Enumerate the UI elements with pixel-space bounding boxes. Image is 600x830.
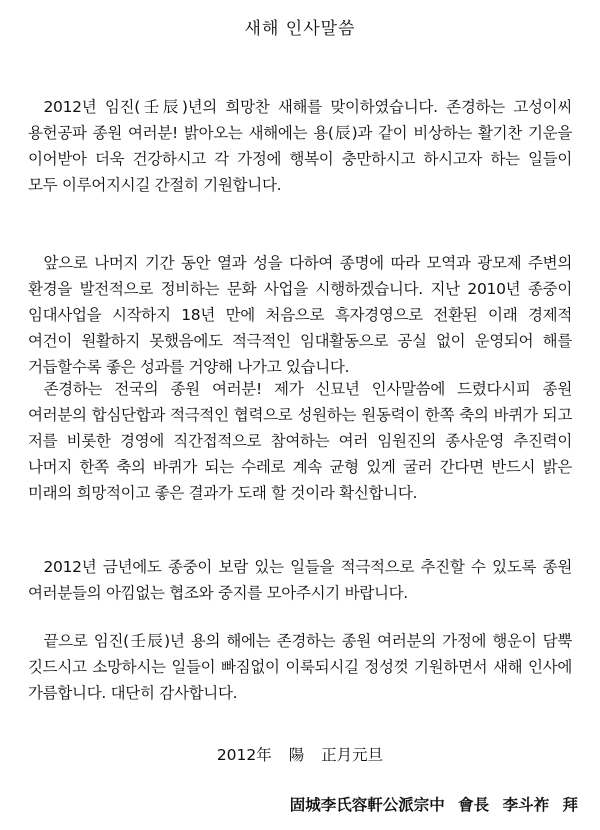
page-title: 새해 인사말씀 [244, 19, 356, 39]
signature-organization: 固城李氏容軒公派宗中 [289, 796, 445, 814]
paragraph-request: 2012년 금년에도 종중이 보람 있는 일들을 적극적으로 추진할 수 있도록 종원 여러분들의 아낌없는 협조와 중지를 모아주시기 바랍니다. [28, 558, 572, 602]
signature-line [282, 793, 578, 815]
date-day: 正月元旦 [321, 746, 384, 764]
letter-date [0, 743, 600, 765]
paragraph-closing: 끝으로 임진(壬辰)년 용의 해에는 존경하는 종원 여러분의 가정에 행운이 담뿍 깃드시고 소망하시는 일들이 빠짐없이 이룩되시길 정성껏 기원하면서 새해 인사에 가름합니다. 대단히 감사합니다. [28, 632, 572, 702]
signature-position: 會長 [458, 796, 490, 814]
paragraph-greeting: 2012년 임진(壬辰)년의 희망찬 새해를 맞이하였습니다. 존경하는 고성이씨 용헌공파 종원 여러분! 밝아오는 새해에는 용(辰)과 같이 비상하는 활기찬 기운을 이어받아 더욱 건강하시고 각 가정에 행복이 충만하시고 하시고자 하는 일들이 모두 이루어지시길 간절히 기원합니다. [28, 98, 572, 194]
date-calendar: 陽 [288, 746, 305, 764]
paragraph-cooperation: 존경하는 전국의 종원 여러분! 제가 신묘년 인사말씀에 드렸다시피 종원 여러분의 합심단합과 적극적인 협력으로 성원하는 원동력이 한쪽 축의 바퀴가 되고 저를 비롯한 경영에 직간접적으로 참여하는 여러 임원진의 종사운영 추진력이 나머지 한쪽 축의 바퀴가 되는 수레로 계속 균형 있게 굴러 간다면 반드시 밝은 미래의 희망적이고 좋은 결과가 도래 할 것이라 확신합니다. [28, 380, 572, 502]
date-year: 2012年 [216, 746, 272, 764]
signature-name: 李斗祚 [502, 796, 550, 814]
signature-closing: 拜 [562, 796, 578, 814]
paragraph-business: 앞으로 나머지 기간 동안 열과 성을 다하여 종명에 따라 모역과 광모제 주변의 환경을 발전적으로 정비하는 문화 사업을 시행하겠습니다. 지난 2010년 종중이 임대사업을 시작하지 18년 만에 처음으로 흑자경영으로 전환된 이래 경제적 여건이 원활하지 못했음에도 적극적인 임대활동으로 공실 없이 운영되어 해를 거듭할수록 좋은 성과를 거양해 나가고 있습니다. [28, 254, 572, 376]
